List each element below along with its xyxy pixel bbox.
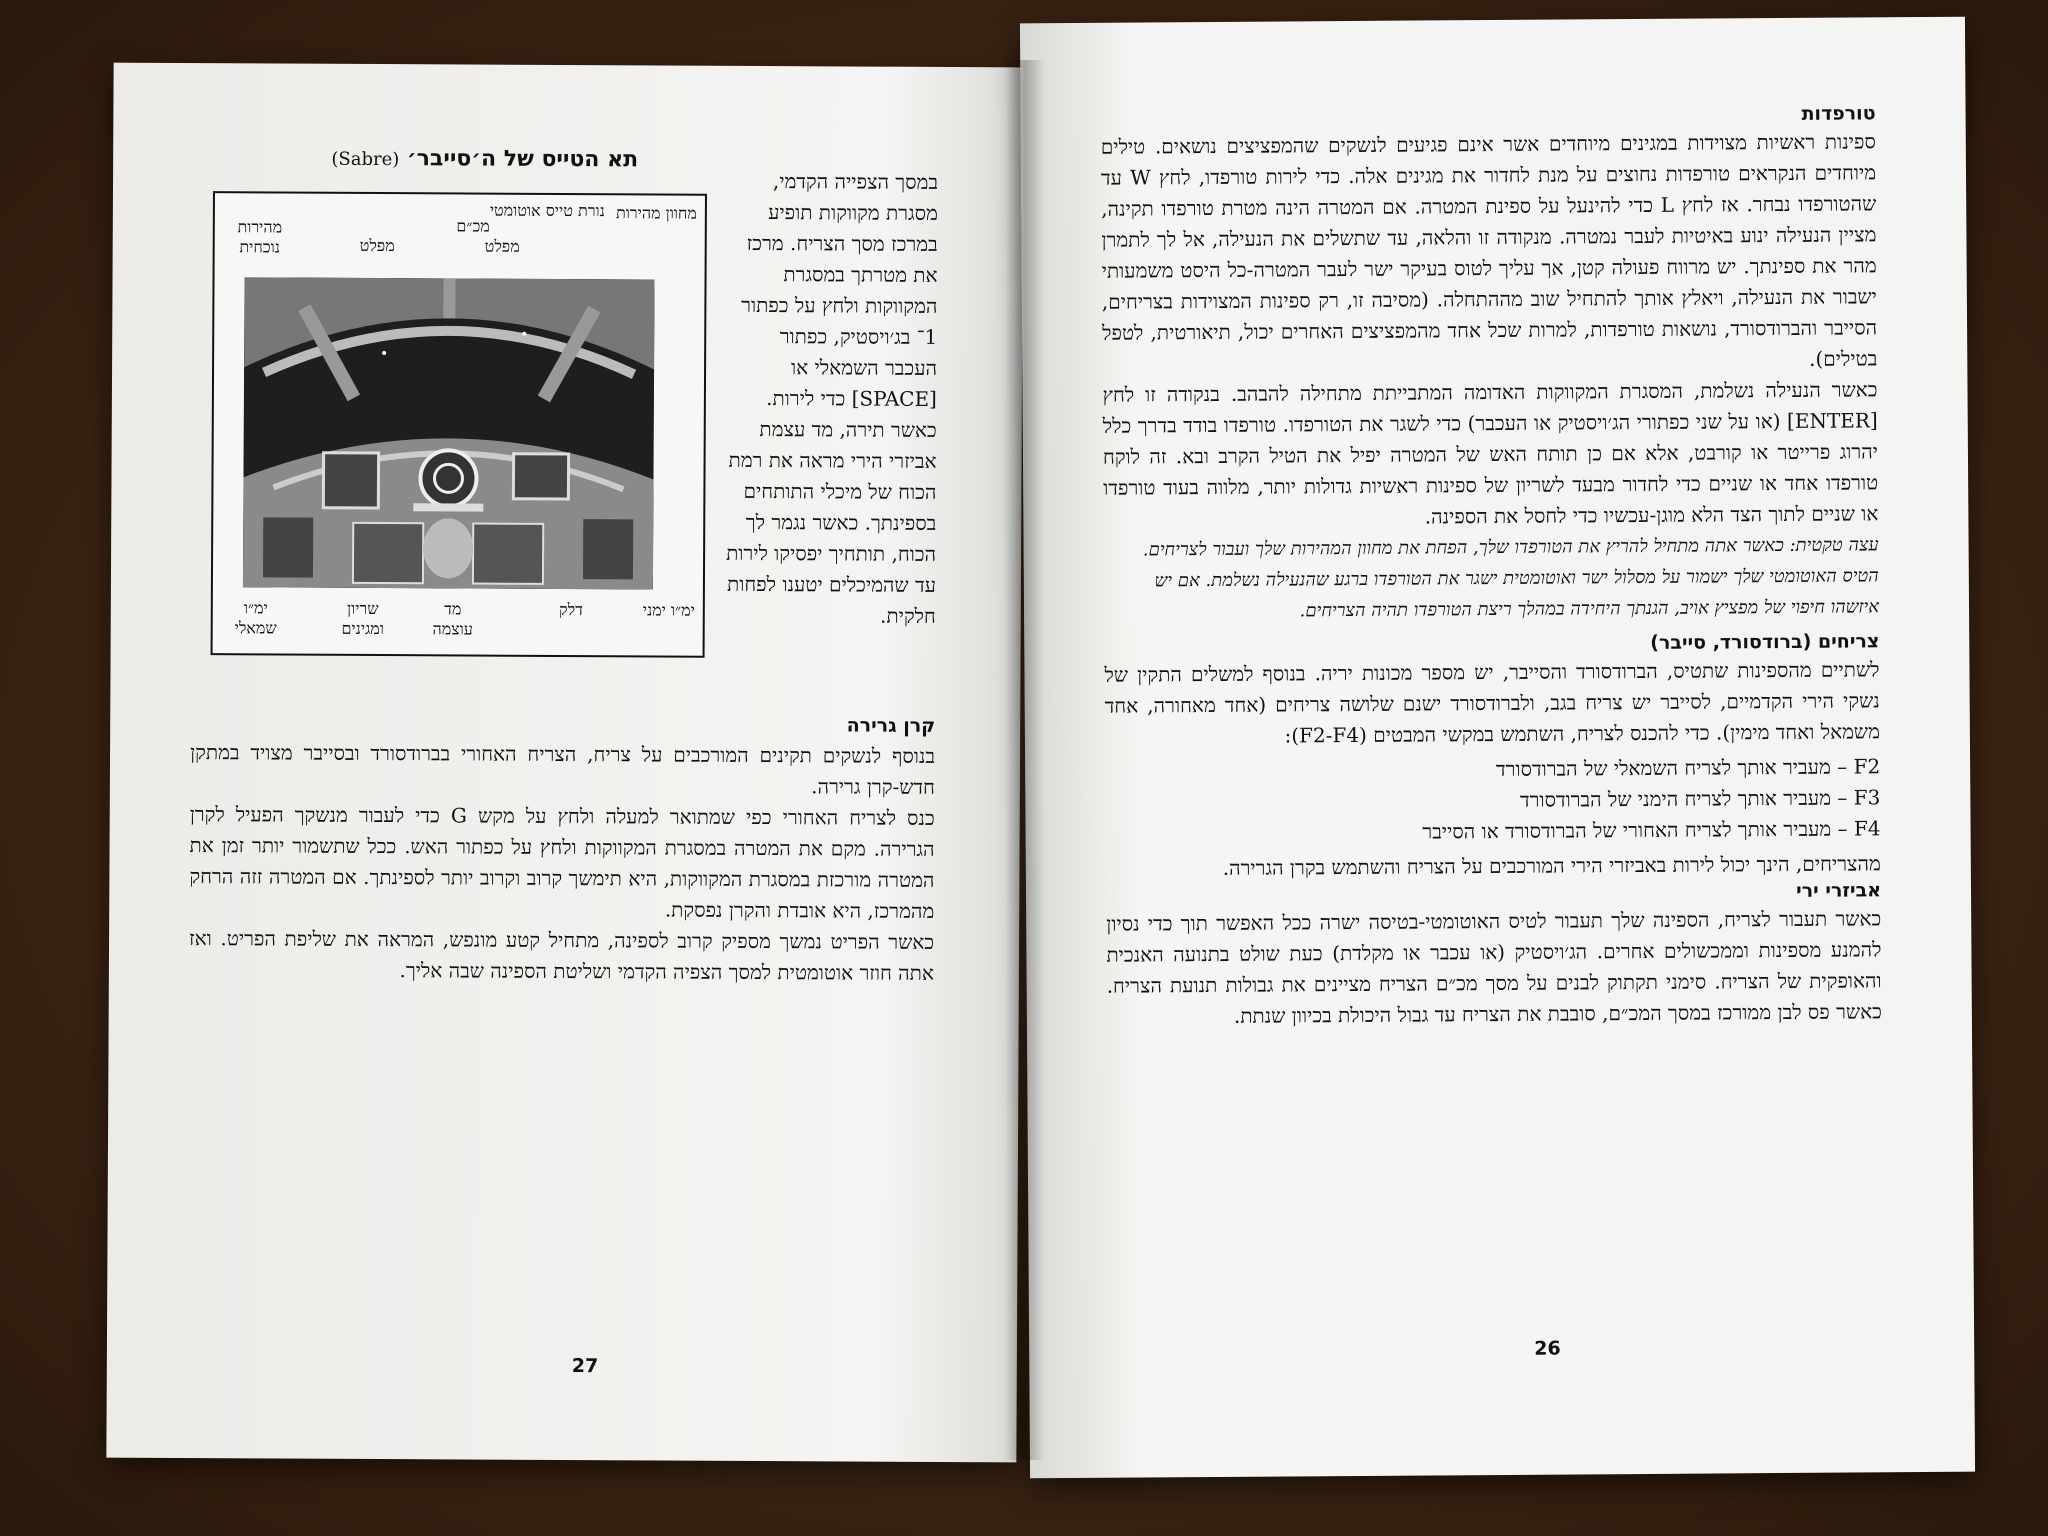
- lock-paragraph: כאשר הנעילה נשלמת, המסגרת המקווקות האדומה המתבייתת מתחילה להבהב. בנקודה זו לחץ [ENTER] (או על שני כפתורי הג׳ויסטיק או העכבר) כדי לשגר את הטורפדו. טורפדו בודד בדרך כלל יהרוג פרייטר או קורבט, אלא אם כן תותח האש של המטרה יפיל את הטיל הקרב ובא. זה לוקח טורפדו אחד או שניים כדי לחדור מבעד לשריון של ספינות ראשיות גדולות יותר, מלווה בעוד טורפדו או שניים לתוך הצד הלא מוגן-עכשיו כדי לחסל את הספינה.: [1102, 377, 1879, 529]
- cockpit-diagram: [211, 191, 707, 658]
- label-fuel: דלק: [559, 599, 583, 620]
- tractor-heading: קרן גרירה: [846, 714, 936, 737]
- cockpit-title-text: תא הטייס של ה׳סייבר׳: [406, 146, 639, 173]
- page-27: [106, 63, 1023, 1463]
- label-armor-shields: שריון ומגינים: [341, 598, 384, 639]
- label-radar: מכ״ם: [456, 216, 490, 236]
- tractor-section: [189, 711, 935, 989]
- key-f2-item: F2 – מעביר אותך לצריח השמאלי של הברודסורד: [1495, 754, 1881, 782]
- key-f4-item: F4 – מעביר אותך לצריח האחורי של הברודסורד או הסייבר: [1422, 816, 1881, 844]
- cockpit-title-english: (Sabre): [331, 148, 400, 171]
- side-paragraph: במסך הצפייה הקדמי, מסגרת מקווקות תופיע במרכז מסך הצריח. מרכז את מטרתך במסגרת המקווקות ולחץ על כפתור 1־ בג׳ויסטיק, כפתור העכבר השמאלי או [SPACE] כדי לירות.: [741, 169, 939, 411]
- label-speed-gauge: מחוון מהירות: [615, 203, 697, 223]
- gunnery-paragraph: כאשר תעבור לצריח, הספינה שלך תעבור לטיס האוטומטי-בטיסה ישרה ככל האפשר תוך כדי נסיון להמנע מספינות וממכשולים אחרים. הג׳ויסטיק (או עכבר או מקלדת) כעת שולט בתנועה האנכית והאופקית של הצריח. סימני תקתוק לבנים על מסך מכ״ם הצריח מציינים את גבולות תנועת הצריח. כאשר פס לבן ממורכז במסך המכ״ם, סובבת את הצריח עד גבול היכולת בכיוון שנתת.: [1106, 906, 1882, 1028]
- side-paragraph-2: כאשר תירה, מד עצמת אביזרי הירי מראה את רמת הכוח של מיכלי התותחים בספינתך. כאשר נגמר לך הכוח, תותחיך יפסיקו לירות עד שהמיכלים יטענו לפחות חלקית.: [726, 417, 937, 628]
- label-left-vdu: ימ״ו שמאלי: [234, 598, 277, 638]
- page-number-26: 26: [1534, 1337, 1561, 1360]
- cockpit-screenshot: [243, 277, 655, 589]
- page-26-content: [1101, 102, 1882, 1032]
- open-booklet: [110, 20, 1970, 1480]
- page-26: [1020, 17, 1975, 1479]
- tractor-paragraph: בנוסף לנשקים תקינים המורכבים על צריח, הצריח האחורי בברודסורד ובסייבר מצויד במתקן חדש-קרן גרירה.: [189, 740, 936, 799]
- label-mfd-left: מפלט: [359, 235, 395, 256]
- cockpit-illustration: [243, 277, 655, 589]
- key-f3-item: F3 – מעביר אותך לצריח הימני של הברודסורד: [1519, 785, 1881, 812]
- page-number-27: 27: [571, 1355, 599, 1378]
- tractor-paragraph-2: כנס לצריח האחורי כפי שמתואר למעלה ולחץ על מקש G כדי לעבור מנשקך הפעיל לקרן הגרירה. מקם את המטרה במסגרת המקווקות ולחץ על כפתור האש. ככל שתשמור יותר זמן את המטרה מורכזת במסגרת המקווקות, היא תימשך קרוב וקרוב יותר לספינתך. אם המטרה זזה הרחק מהמרכז, היא אובדת והקרן נפסקת.: [189, 802, 935, 923]
- turrets-after-paragraph: מהצריחים, הינך יכול לירות באביזרי הירי המורכבים על הצריח והשתמש בקרן הגרירה.: [1222, 851, 1881, 880]
- turrets-heading: צריחים (ברודסורד, סייבר): [1650, 630, 1880, 654]
- tractor-paragraph-3: כאשר הפריט נמשך מספיק קרוב לספינה, מתחיל קטע מונפש, המראה את שליפת הפריט. ואז אתה חוזר אוטומטית למסך הצפיה הקדמי ושליטת הספינה שבה אליך.: [189, 926, 935, 985]
- torpedoes-heading: טורפדות: [1801, 102, 1876, 125]
- turret-keys-list: [1105, 751, 1881, 849]
- label-current-speed: מהירות נוכחית: [237, 217, 283, 257]
- spine-shadow: [1005, 60, 1045, 1460]
- gunnery-heading: אביזרי ירי: [1796, 879, 1882, 902]
- tactical-tip: עצה טקטית: כאשר אתה מתחיל להריץ את הטורפדו שלך, הפחת את מחוון המהירות שלך ועבור לצריחים. הטיס האוטומטי שלך ישמור על מסלול ישר ואוטומטית ישגר את הטורפדו ברגע שהנעילה נשלמת. אם יש איזשהו חיפוי של מפציץ אויב, הגנתך היחידה במהלך ריצת הטורפדו תהיה הצריחים.: [1142, 534, 1880, 622]
- label-power-indicator: מד עוצמה: [432, 599, 473, 639]
- side-column: [721, 166, 938, 632]
- label-autopilot-light: נורת טייס אוטומטי: [489, 200, 605, 221]
- cockpit-title: [331, 146, 638, 173]
- label-right-vdu: ימ״ו ימני: [642, 600, 695, 620]
- torpedoes-paragraph: ספינות ראשיות מצוידות במגינים מיוחדים אשר אינם פגיעים לנשקים שהמפציצים נושאים. טילים מיוחדים הנקראים טורפדות נחוצים על מנת לחדור את מגינים אלה. כדי לירות טורפדו, לחץ W עד שהטורפדו נבחר. אז לחץ L כדי להינעל על ספינת המטרה. אם המטרה הינה מטרת טורפדו תקינה, מציין הנעילה ינוע באיטיות לעבר נמטרה. מנקודה זו והלאה, עד שתשלים את הנעילה, אל לך לתמרן מהר את ספינתך. יש מרווח פעולה קטן, אך עליך לטוס בעיקר ישר לעבר המטרה-כל היסט משמעותי ישבור את הנעילה, ויאלץ אותך להתחיל שוב מההתחלה. (מסיבה זו, רק ספינות המצוידות בצריחים, הסייבר והברודסורד, נושאות טורפדות, למרות שכל אחד מהמפציצים האחרים יכול, תיאורטית, לטפל בטילים).: [1100, 129, 1878, 371]
- turrets-paragraph: לשתיים מהספינות שתטיס, הברודסורד והסייבר, יש מספר מכונות יריה. בנוסף למשלים התקין של נשקי הירי הקדמיים, לסייבר יש צריח בגב, ולברודסורד ישנם שלושה צריחים (אחד מאחורה, אחד משמאל ואחד מימין). כדי להכנס לצריח, השתמש במקשי המבטים (F2-F4):: [1104, 657, 1880, 748]
- label-mfd-right: מפלט: [484, 236, 520, 256]
